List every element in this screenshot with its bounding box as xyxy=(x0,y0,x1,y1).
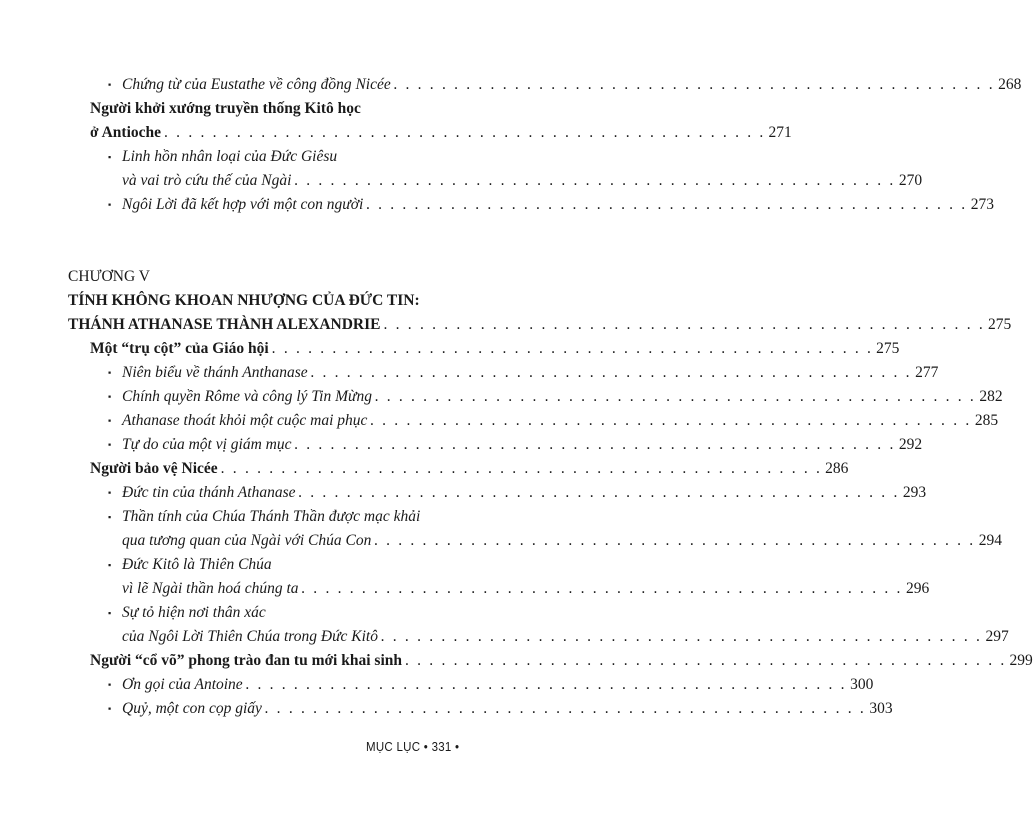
page-number: 292 xyxy=(898,436,923,453)
toc-entry[interactable] xyxy=(108,412,999,430)
page-number: 299 xyxy=(1009,652,1033,669)
dot-leader: . . . . . . . . . . . . . . . . . . . . . . . . . . . . . . . . . . . . . . . . . . . . . . . . . . xyxy=(264,700,867,717)
page-number: 294 xyxy=(978,532,1003,549)
bullet-icon: ▪ xyxy=(108,391,112,402)
toc-entry[interactable] xyxy=(108,196,994,214)
entry-title: Niên biểu về thánh Anthanase xyxy=(122,364,308,381)
page-number: 286 xyxy=(825,460,849,477)
bullet-icon: ▪ xyxy=(108,199,112,210)
page-number: 268 xyxy=(998,76,1022,93)
dot-leader: . . . . . . . . . . . . . . . . . . . . . . . . . . . . . . . . . . . . . . . . . . . . . . . . . . xyxy=(220,460,823,477)
toc-entry[interactable] xyxy=(108,364,939,382)
page-number: 270 xyxy=(898,172,923,189)
page-number: 300 xyxy=(850,676,874,693)
bullet-icon: ▪ xyxy=(108,79,112,90)
dot-leader: . . . . . . . . . . . . . . . . . . . . . . . . . . . . . . . . . . . . . . . . . . . . . . . . . . xyxy=(298,484,900,501)
dot-leader: . . . . . . . . . . . . . . . . . . . . . . . . . . . . . . . . . . . . . . . . . . . . . . . . . . xyxy=(370,412,972,429)
toc-entry[interactable] xyxy=(108,436,923,454)
dot-leader: . . . . . . . . . . . . . . . . . . . . . . . . . . . . . . . . . . . . . . . . . . . . . . . . . . xyxy=(301,580,903,597)
bullet-icon: ▪ xyxy=(108,439,112,450)
dot-leader: . . . . . . . . . . . . . . . . . . . . . . . . . . . . . . . . . . . . . . . . . . . . . . . . . . xyxy=(383,316,985,333)
page-number: 296 xyxy=(905,580,930,597)
page-number: 275 xyxy=(876,340,900,357)
dot-leader: . . . . . . . . . . . . . . . . . . . . . . . . . . . . . . . . . . . . . . . . . . . . . . . . . . xyxy=(310,364,913,381)
dot-leader: . . . . . . . . . . . . . . . . . . . . . . . . . . . . . . . . . . . . . . . . . . . . . . . . . . xyxy=(381,628,983,645)
entry-title: Một “trụ cột” của Giáo hội xyxy=(90,340,269,357)
entry-title-line: ▪ Linh hồn nhân loại của Đức Giêsu xyxy=(108,148,338,165)
page-number: 297 xyxy=(985,628,1009,645)
entry-title: Ơn gọi của Antoine xyxy=(122,676,243,693)
entry-title: ở Antioche xyxy=(90,124,162,141)
entry-title: Đức tin của thánh Athanase xyxy=(122,484,296,501)
toc-entry[interactable] xyxy=(122,580,930,598)
dot-leader: . . . . . . . . . . . . . . . . . . . . . . . . . . . . . . . . . . . . . . . . . . . . . . . . . . xyxy=(294,172,896,189)
toc-entry[interactable] xyxy=(90,460,849,478)
entry-title: THÁNH ATHANASE THÀNH ALEXANDRIE xyxy=(68,316,381,333)
entry-title: Chứng từ của Eustathe về công đồng Nicée xyxy=(122,76,391,93)
entry-title: Athanase thoát khỏi một cuộc mai phục xyxy=(122,412,368,429)
chapter-title-line: TÍNH KHÔNG KHOAN NHƯỢNG CỦA ĐỨC TIN: xyxy=(68,292,420,309)
dot-leader: . . . . . . . . . . . . . . . . . . . . . . . . . . . . . . . . . . . . . . . . . . . . . . . . . . xyxy=(294,436,896,453)
page-number: 303 xyxy=(869,700,893,717)
page-number: 271 xyxy=(768,124,792,141)
toc-entry[interactable] xyxy=(108,484,927,502)
toc-entry[interactable] xyxy=(108,676,874,694)
bullet-icon: ▪ xyxy=(108,152,112,162)
dot-leader: . . . . . . . . . . . . . . . . . . . . . . . . . . . . . . . . . . . . . . . . . . . . . . . . . . xyxy=(374,388,977,405)
entry-title-line: ▪ Sự tỏ hiện nơi thân xác xyxy=(108,604,266,621)
toc-entry[interactable] xyxy=(122,532,1003,550)
toc-entry[interactable] xyxy=(108,700,893,718)
chapter-label: CHƯƠNG V xyxy=(68,268,150,285)
toc-entry[interactable] xyxy=(68,316,1012,334)
bullet-icon: ▪ xyxy=(108,512,112,522)
dot-leader: . . . . . . . . . . . . . . . . . . . . . . . . . . . . . . . . . . . . . . . . . . . . . . . . . . xyxy=(393,76,996,93)
dot-leader: . . . . . . . . . . . . . . . . . . . . . . . . . . . . . . . . . . . . . . . . . . . . . . . . . . xyxy=(405,652,1007,669)
page-number: 273 xyxy=(970,196,994,213)
section-title-line: Người khởi xướng truyền thống Kitô học xyxy=(90,100,361,117)
toc-entry[interactable] xyxy=(90,124,792,142)
entry-title: Ngôi Lời đã kết hợp với một con người xyxy=(122,196,364,213)
dot-leader: . . . . . . . . . . . . . . . . . . . . . . . . . . . . . . . . . . . . . . . . . . . . . . . . . . xyxy=(366,196,968,213)
entry-title: Người bảo vệ Nicée xyxy=(90,460,218,477)
entry-title: của Ngôi Lời Thiên Chúa trong Đức Kitô xyxy=(122,628,378,645)
bullet-icon: ▪ xyxy=(108,487,112,498)
toc-entry[interactable] xyxy=(108,388,1003,406)
dot-leader: . . . . . . . . . . . . . . . . . . . . . . . . . . . . . . . . . . . . . . . . . . . . . . . . . . xyxy=(245,676,848,693)
entry-title: Người “cổ võ” phong trào đan tu mới khai sinh xyxy=(90,652,402,669)
dot-leader: . . . . . . . . . . . . . . . . . . . . . . . . . . . . . . . . . . . . . . . . . . . . . . . . . . xyxy=(271,340,874,357)
bullet-icon: ▪ xyxy=(108,608,112,618)
toc-entry[interactable] xyxy=(90,340,900,358)
entry-title: vì lẽ Ngài thần hoá chúng ta xyxy=(122,580,299,597)
entry-title: Quỷ, một con cọp giấy xyxy=(122,700,262,717)
page-number: 282 xyxy=(979,388,1003,405)
dot-leader: . . . . . . . . . . . . . . . . . . . . . . . . . . . . . . . . . . . . . . . . . . . . . . . . . . xyxy=(374,532,976,549)
toc-entry[interactable] xyxy=(108,76,1022,94)
entry-title-line: ▪ Thần tính của Chúa Thánh Thần được mạc khải xyxy=(108,508,421,525)
toc-entry[interactable] xyxy=(122,172,923,190)
dot-leader: . . . . . . . . . . . . . . . . . . . . . . . . . . . . . . . . . . . . . . . . . . . . . . . . . . xyxy=(164,124,766,141)
page-number: 277 xyxy=(915,364,939,381)
bullet-icon: ▪ xyxy=(108,560,112,570)
toc-entry[interactable] xyxy=(90,652,1033,670)
toc-entry[interactable] xyxy=(122,628,1009,646)
entry-title: qua tương quan của Ngài với Chúa Con xyxy=(122,532,372,549)
page-number: 285 xyxy=(974,412,999,429)
entry-title: và vai trò cứu thế của Ngài xyxy=(122,172,292,189)
entry-title: Chính quyền Rôme và công lý Tin Mừng xyxy=(122,388,372,405)
bullet-icon: ▪ xyxy=(108,367,112,378)
page-number: 275 xyxy=(987,316,1012,333)
bullet-icon: ▪ xyxy=(108,703,112,714)
page-number: 293 xyxy=(902,484,927,501)
bullet-icon: ▪ xyxy=(108,415,112,426)
page-footer: MỤC LỤC • 331 • xyxy=(366,740,460,754)
entry-title-line: ▪ Đức Kitô là Thiên Chúa xyxy=(108,556,272,573)
bullet-icon: ▪ xyxy=(108,679,112,690)
entry-title: Tự do của một vị giám mục xyxy=(122,436,292,453)
